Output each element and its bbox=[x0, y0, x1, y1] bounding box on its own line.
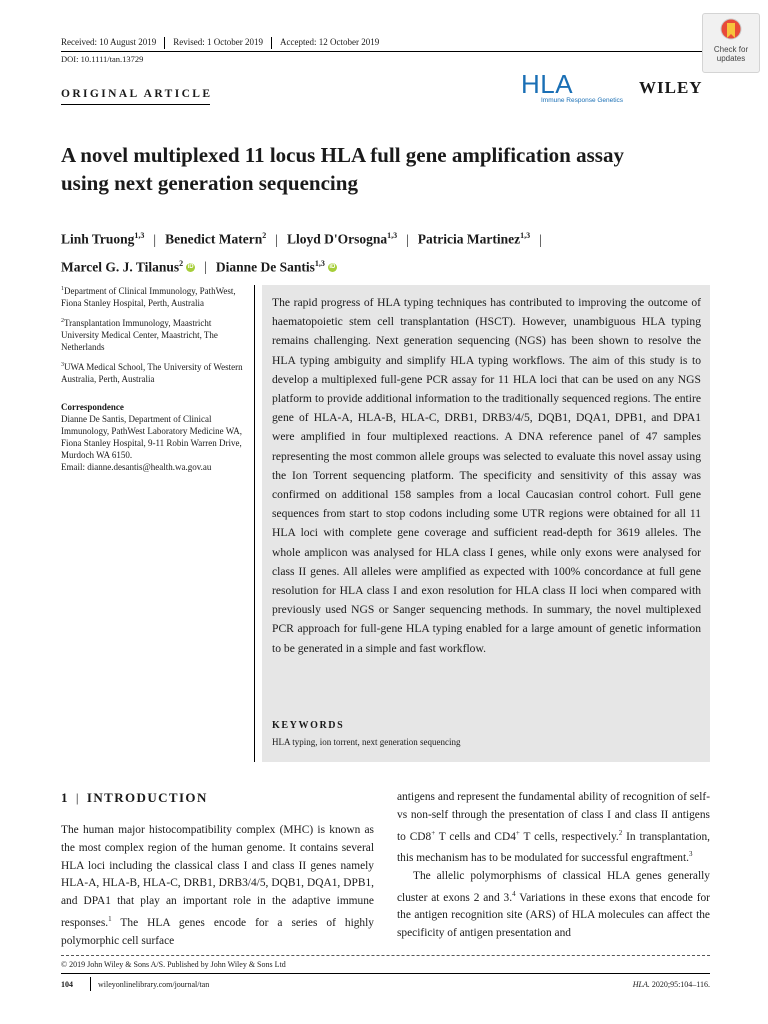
footer-divider bbox=[90, 977, 91, 991]
correspondence-email[interactable]: Email: dianne.desantis@health.wa.gov.au bbox=[61, 462, 212, 472]
journal-url[interactable]: wileyonlinelibrary.com/journal/tan bbox=[98, 980, 210, 989]
title-line-1: A novel multiplexed 11 locus HLA full gene amplification assay bbox=[61, 143, 624, 167]
page-number: 104 bbox=[61, 980, 73, 989]
author-affil: 1,3 bbox=[314, 258, 325, 268]
article-dates bbox=[61, 37, 379, 49]
affiliations bbox=[61, 283, 245, 473]
article-type-rule bbox=[61, 104, 210, 105]
correspondence-address: Dianne De Santis, Department of Clinical Immunology, PathWest Laboratory Medicine WA, Fiona Stanley Hospital, 9-11 Robin Warren Drive, Murdoch WA 6150. bbox=[61, 414, 242, 460]
keywords-heading: KEYWORDS bbox=[272, 720, 345, 731]
journal-logo-sub: Immune Response Genetics bbox=[541, 97, 624, 104]
citation-ref[interactable]: 3 bbox=[688, 850, 693, 859]
author-name[interactable]: Benedict Matern bbox=[165, 231, 263, 247]
correspondence-heading: Correspondence bbox=[61, 402, 124, 412]
divider bbox=[164, 37, 165, 49]
check-for-updates-label: Check for updates bbox=[713, 45, 749, 63]
author-name[interactable]: Patricia Martinez bbox=[417, 231, 521, 247]
author-affil: 2 bbox=[179, 258, 184, 268]
author-affil: 1,3 bbox=[134, 231, 145, 240]
accepted-date: Accepted: 12 October 2019 bbox=[279, 37, 380, 48]
copyright: © 2019 John Wiley & Sons A/S. Published by John Wiley & Sons Ltd bbox=[61, 960, 286, 969]
publisher-logo: WILEY bbox=[639, 78, 703, 97]
doi: DOI: 10.1111/tan.13729 bbox=[61, 54, 144, 64]
divider bbox=[271, 37, 272, 49]
intro-left-column: The human major histocompatibility complex (MHC) is known as the most complex region of the human genome. It contains several HLA loci including the classical class I and class II genes namely HLA-A, HLA-B, HLA-C, DRB1, DRB3/4/5, DQB1, DQA1, DPB1, and DPA1 that play an important role in the adaptive immune responses.$^1$ The HLA genes encode for a series of highly polymorphic cell surface bbox=[61, 824, 374, 947]
title-line-2: using next generation sequencing bbox=[61, 171, 358, 195]
revised-date: Revised: 1 October 2019 bbox=[173, 37, 263, 48]
bookmark-icon bbox=[720, 18, 742, 44]
citation-ref[interactable]: 1 bbox=[108, 914, 112, 923]
journal-logo-text: HLA bbox=[521, 69, 574, 99]
author-name[interactable]: Marcel G. J. Tilanus bbox=[61, 259, 180, 274]
author-name[interactable]: Lloyd D'Orsogna bbox=[286, 231, 388, 247]
orcid-icon[interactable]: iD bbox=[329, 264, 336, 271]
citation: HLA. 2020;95:104–116. bbox=[632, 980, 710, 989]
affiliation: $^3$UWA Medical School, The University of Western Australia, Perth, Australia bbox=[61, 362, 243, 384]
author-name[interactable]: Dianne De Santis bbox=[215, 259, 315, 274]
abstract-text: The rapid progress of HLA typing techniques has contributed to improving the outcome of haematopoietic stem cell transplantation (HSCT). However, unambiguous HLA typing remains challenging. Next generation sequencing (NGS) has been shown to resolve the HLA typing ambiguity and simplify HLA typing workflows. The aim of this study is to develop a multiplexed full-gene PCR assay for 11 HLA loci that can be used on any NGS platform to provide additional information to the traditionally sequenced regions. The entire gene of HLA-A, HLA-B, HLA-C, DRB1, DRB3/4/5, DQB1, DQA1, DPB1, and DPA1 were amplified in four multiplexed reactions. A DNA reference panel of 47 samples representing the most common allele groups was selected to evaluate this novel assay using the Ion Torrent sequencing platform. The specificity and sensitivity of this assay was confirmed on additional 158 samples from a local Caucasian control cohort. Full gene sequences from start to stop codons including some UTR regions were obtained for all 11 HLA loci with complete gene coverage and sufficient read-depth for 3619 alleles. The whole amplicon was analysed for HLA class I genes, while only exons were analysed for class II genes. All alleles were amplified as expected with 100% concordance at full gene resolution for HLA class I and exon resolution for HLA class II loci when compared with previously used NGS or Sanger sequencing methods. In summary, the novel multiplexed PCR approach for full-gene HLA typing enabled for a large amount of genetic information to be generated in a simple and fast workflow. bbox=[272, 296, 701, 655]
check-for-updates-button[interactable] bbox=[702, 13, 760, 73]
author-list: Linh Truong$^{1,3}$ | Benedict Matern$^2$ | Lloyd D'Orsogna$^{1,3}$ | Patricia Martinez$^{1,3}$ | Marcel G. J. Tilanus$^2$ iD | Dianne De Santis$^{1,3}$ iD bbox=[61, 231, 542, 274]
article-title bbox=[61, 141, 721, 197]
author-name[interactable]: Linh Truong bbox=[61, 231, 135, 247]
header-rule bbox=[61, 51, 710, 52]
received-date: Received: 10 August 2019 bbox=[61, 37, 157, 48]
section-number: 1 bbox=[61, 790, 69, 805]
section-heading: 1 | INTRODUCTION bbox=[61, 790, 208, 805]
section-title: INTRODUCTION bbox=[86, 790, 208, 805]
footer-rule-solid bbox=[61, 973, 710, 974]
column-rule bbox=[254, 285, 255, 762]
affiliation: $^2$Transplantation Immunology, Maastricht University Medical Center, Maastricht, The Netherlands bbox=[61, 318, 218, 352]
orcid-icon[interactable]: iD bbox=[187, 264, 194, 271]
keywords: HLA typing, ion torrent, next generation sequencing bbox=[272, 737, 461, 747]
abstract-box bbox=[262, 285, 710, 762]
footer-rule bbox=[61, 955, 710, 956]
author-affil: 1,3 bbox=[387, 231, 398, 240]
affiliation: $^1$Department of Clinical Immunology, PathWest, Fiona Stanley Hospital, Perth, Australia bbox=[61, 286, 236, 308]
journal-logo bbox=[521, 69, 624, 104]
author-affil: 1,3 bbox=[520, 231, 531, 240]
citation-ref[interactable]: 4 bbox=[512, 889, 516, 898]
citation-ref[interactable]: 2 bbox=[618, 828, 623, 837]
article-type: ORIGINAL ARTICLE bbox=[61, 88, 213, 100]
intro-right-column: antigens and represent the fundamental ability of recognition of self-vs non-self through the presentation of class I and class II antigens to CD8+ T cells and CD4+ T cells, respectively.$^2$ In transplantation, this mechanism has to be modulated for successful engraftment.$^3$ The allelic polymorphisms of classical HLA genes generally cluster at exons 2 and 3.$^4$ Variations in these exons that encode for the antigen recognition site (ARS) of HLA molecules can affect the specificity of antigen presentation and bbox=[397, 791, 710, 939]
author-affil: 2 bbox=[262, 231, 267, 240]
